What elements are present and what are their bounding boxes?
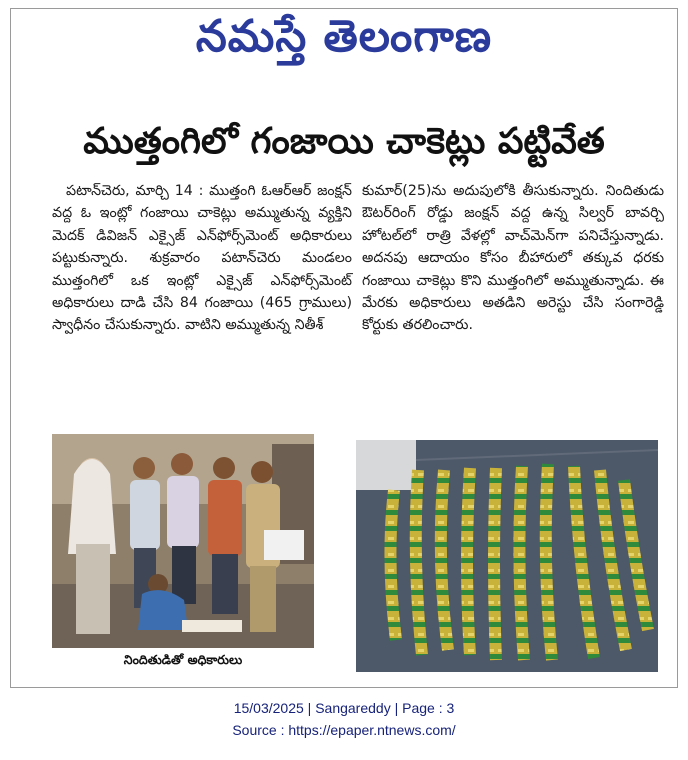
photo-caption: నిందితుడితో అధికారులు: [123, 652, 243, 667]
seized-packets-illustration: [356, 440, 658, 672]
newspaper-masthead: నమస్తే తెలంగాణ: [195, 11, 493, 62]
footer-edition-info: 15/03/2025 | Sangareddy | Page : 3: [233, 700, 455, 716]
article-column-left: [52, 180, 352, 337]
seized-packets-photo: [356, 440, 658, 672]
footer-source-link[interactable]: Source : https://epaper.ntnews.com/: [232, 722, 456, 738]
article-headline: ముత్తంగిలో గంజాయి చాకెట్లు పట్టివేత: [83, 121, 605, 162]
article-column-right: [362, 180, 664, 337]
article-body-right: కుమార్(25)ను అదుపులోకి తీసుకున్నారు. నిందితుడు ఔటర్‌రింగ్ రోడ్డు జంక్షన్ వద్ద ఉన్న సిల్వర్ బావర్చి హోటల్‌లో రాత్రి వేళల్లో వాచ్‌మెన్‌గా పనిచేస్తున్నాడు. అదనపు ఆదాయం కోసం బీహారులో తక్కువ ధరకు గంజాయి చాకెట్లు కొని ముత్తంగిలో అమ్ముతున్నాడు. ఈ మేరకు అధికారులు అతడిని అరెస్టు చేసి సంగారెడ్డి కోర్టుకు తరలించారు.: [362, 183, 664, 334]
officials-photo: [52, 434, 314, 648]
article-body-left: పటాన్‌చెరు, మార్చి 14 : ముత్తంగి ఓఆర్‌ఆర్ జంక్షన్ వద్ద ఓ ఇంట్లో గంజాయి చాకెట్లు అమ్ముతున్న వ్యక్తిని మెదక్ డివిజన్ ఎక్సైజ్ ఎన్‌ఫోర్స్‌మెంట్ అధికారులు పట్టుకున్నారు. శుక్రవారం పటాన్‌చెరు మండలం ముత్తంగిలో ఒక ఇంట్లో ఎక్సైజ్ ఎన్‌ఫోర్స్‌మెంట్ అధికారులు దాడి చేసి 84 గంజాయి (465 గ్రాములు) స్వాధీనం చేసుకున్నారు. వాటిని అమ్ముతున్న నితీశ్: [52, 183, 352, 334]
officials-photo-illustration: [52, 434, 314, 648]
